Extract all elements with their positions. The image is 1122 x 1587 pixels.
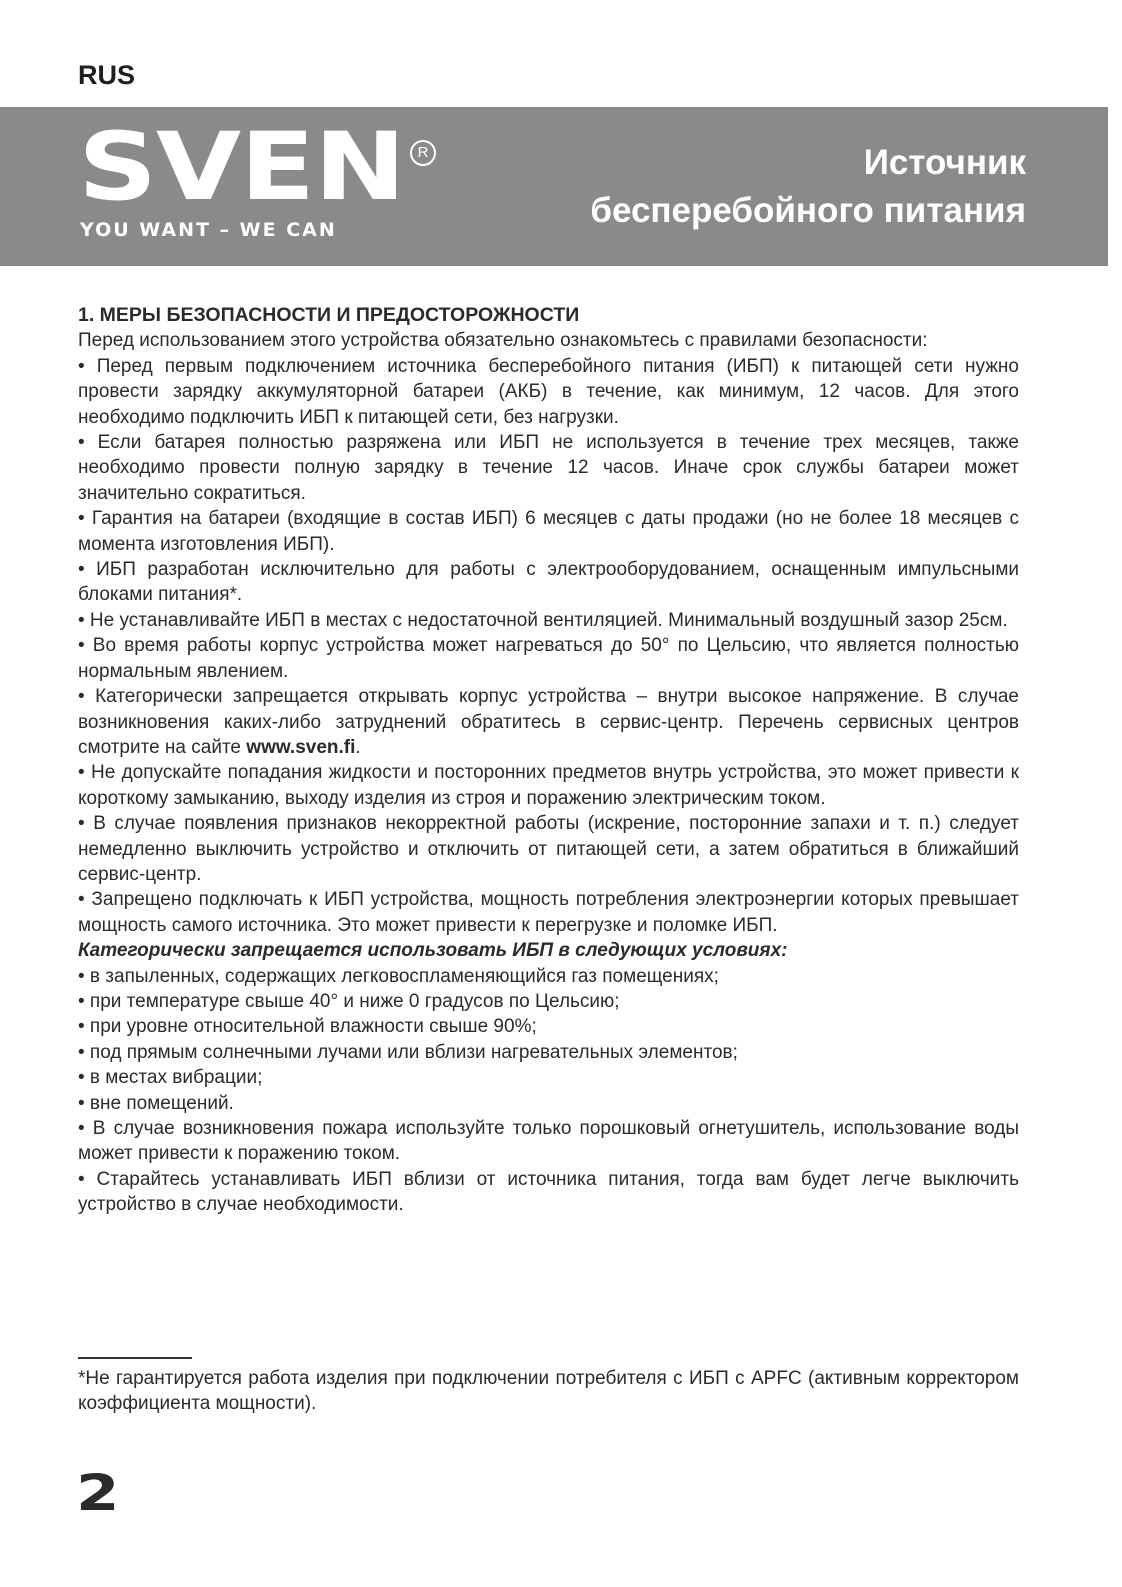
safety-item: • Гарантия на батареи (входящие в состав ИБП) 6 месяцев с даты продажи (но не более 18 месяцев с момента изготовления ИБП).	[78, 508, 1019, 555]
safety-item: • ИБП разработан исключительно для работы с электрооборудованием, оснащенным импульсными блоками питания*.	[78, 559, 1019, 606]
safety-item: • Если батарея полностью разряжена или ИБП не используется в течение трех месяцев, также необходимо провести полную зарядку в течение 12 часов. Иначе срок службы батареи может значительно сократиться.	[78, 432, 1019, 504]
footnote: *Не гарантируется работа изделия при подключении потребителя с ИБП с APFC (активным корректором коэффициента мощности).	[78, 1368, 1019, 1415]
service-website-link[interactable]: www.sven.fi	[246, 736, 356, 758]
service-end: .	[355, 736, 361, 758]
title-line-1: Источник	[863, 143, 1026, 182]
prohibited-item: • при температуре свыше 40° и ниже 0 градусов по Цельсию;	[78, 990, 620, 1012]
prohibited-item: • вне помещений.	[78, 1092, 234, 1114]
safety-item: • В случае возникновения пожара используйте только порошковый огнетушитель, использование воды может привести к поражению током.	[78, 1118, 1019, 1165]
header-banner	[0, 107, 1108, 266]
registered-mark-icon: R	[410, 140, 436, 166]
section-title: 1. МЕРЫ БЕЗОПАСНОСТИ И ПРЕДОСТОРОЖНОСТИ	[78, 304, 580, 326]
safety-section	[78, 303, 1019, 1218]
service-text: • Категорически запрещается открывать корпус устройства – внутри высокое напряжение. В случае возникновения каких-либо затруднений обратитесь в сервис-центр. Перечень сервисных центров смотрите на сайте	[78, 686, 1019, 758]
language-label: RUS	[78, 60, 136, 90]
title-line-2: бесперебойного питания	[590, 191, 1026, 230]
safety-item: • Не допускайте попадания жидкости и посторонних предметов внутрь устройства, это может привести к короткому замыканию, выходу изделия из строя и поражению электрическим током.	[78, 762, 1019, 809]
safety-item: • Старайтесь устанавливать ИБП вблизи от источника питания, тогда вам будет легче выключить устройство в случае необходимости.	[78, 1168, 1019, 1216]
prohibited-item: • в запыленных, содержащих легковоспламеняющийся газ помещениях;	[78, 965, 719, 987]
prohibited-item: • в местах вибрации;	[78, 1067, 263, 1089]
safety-item: • Не устанавливайте ИБП в местах с недостаточной вентиляцией. Минимальный воздушный зазор 25см.	[78, 609, 1008, 631]
sven-logo: SVEN	[78, 113, 405, 222]
prohibited-item: • при уровне относительной влажности свыше 90%;	[78, 1016, 537, 1038]
safety-item: • Запрещено подключать к ИБП устройства, мощность потребления электроэнергии которых превышает мощность самого источника. Это может привести к перегрузке и поломке ИБП.	[78, 889, 1019, 936]
safety-item: • В случае появления признаков некорректной работы (искрение, посторонние запахи и т. п.) следует немедленно выключить устройство и отключить от питающей сети, а затем обратиться в ближайший сервис-центр.	[78, 813, 1019, 885]
footnote-divider	[78, 1357, 192, 1359]
prohibited-item: • под прямым солнечными лучами или вблизи нагревательных элементов;	[78, 1041, 738, 1063]
page-number: 2	[76, 1464, 120, 1522]
logo-slogan: YOU WANT – WE CAN	[80, 219, 337, 241]
document-title	[590, 139, 1026, 235]
prohibited-heading: Категорически запрещается использовать ИБП в следующих условиях:	[78, 940, 788, 962]
safety-item: • Перед первым подключением источника бесперебойного питания (ИБП) к питающей сети нужно провести зарядку аккумуляторной батареи (АКБ) в течение, как минимум, 12 часов. Для этого необходимо подключить ИБП к питающей сети, без нагрузки.	[78, 355, 1019, 428]
safety-item-service	[78, 684, 1019, 760]
safety-item: • Во время работы корпус устройства может нагреваться до 50° по Цельсию, что является полностью нормальным явлением.	[78, 635, 1019, 682]
section-intro: Перед использованием этого устройства обязательно ознакомьтесь с правилами безопасности:	[78, 330, 928, 352]
